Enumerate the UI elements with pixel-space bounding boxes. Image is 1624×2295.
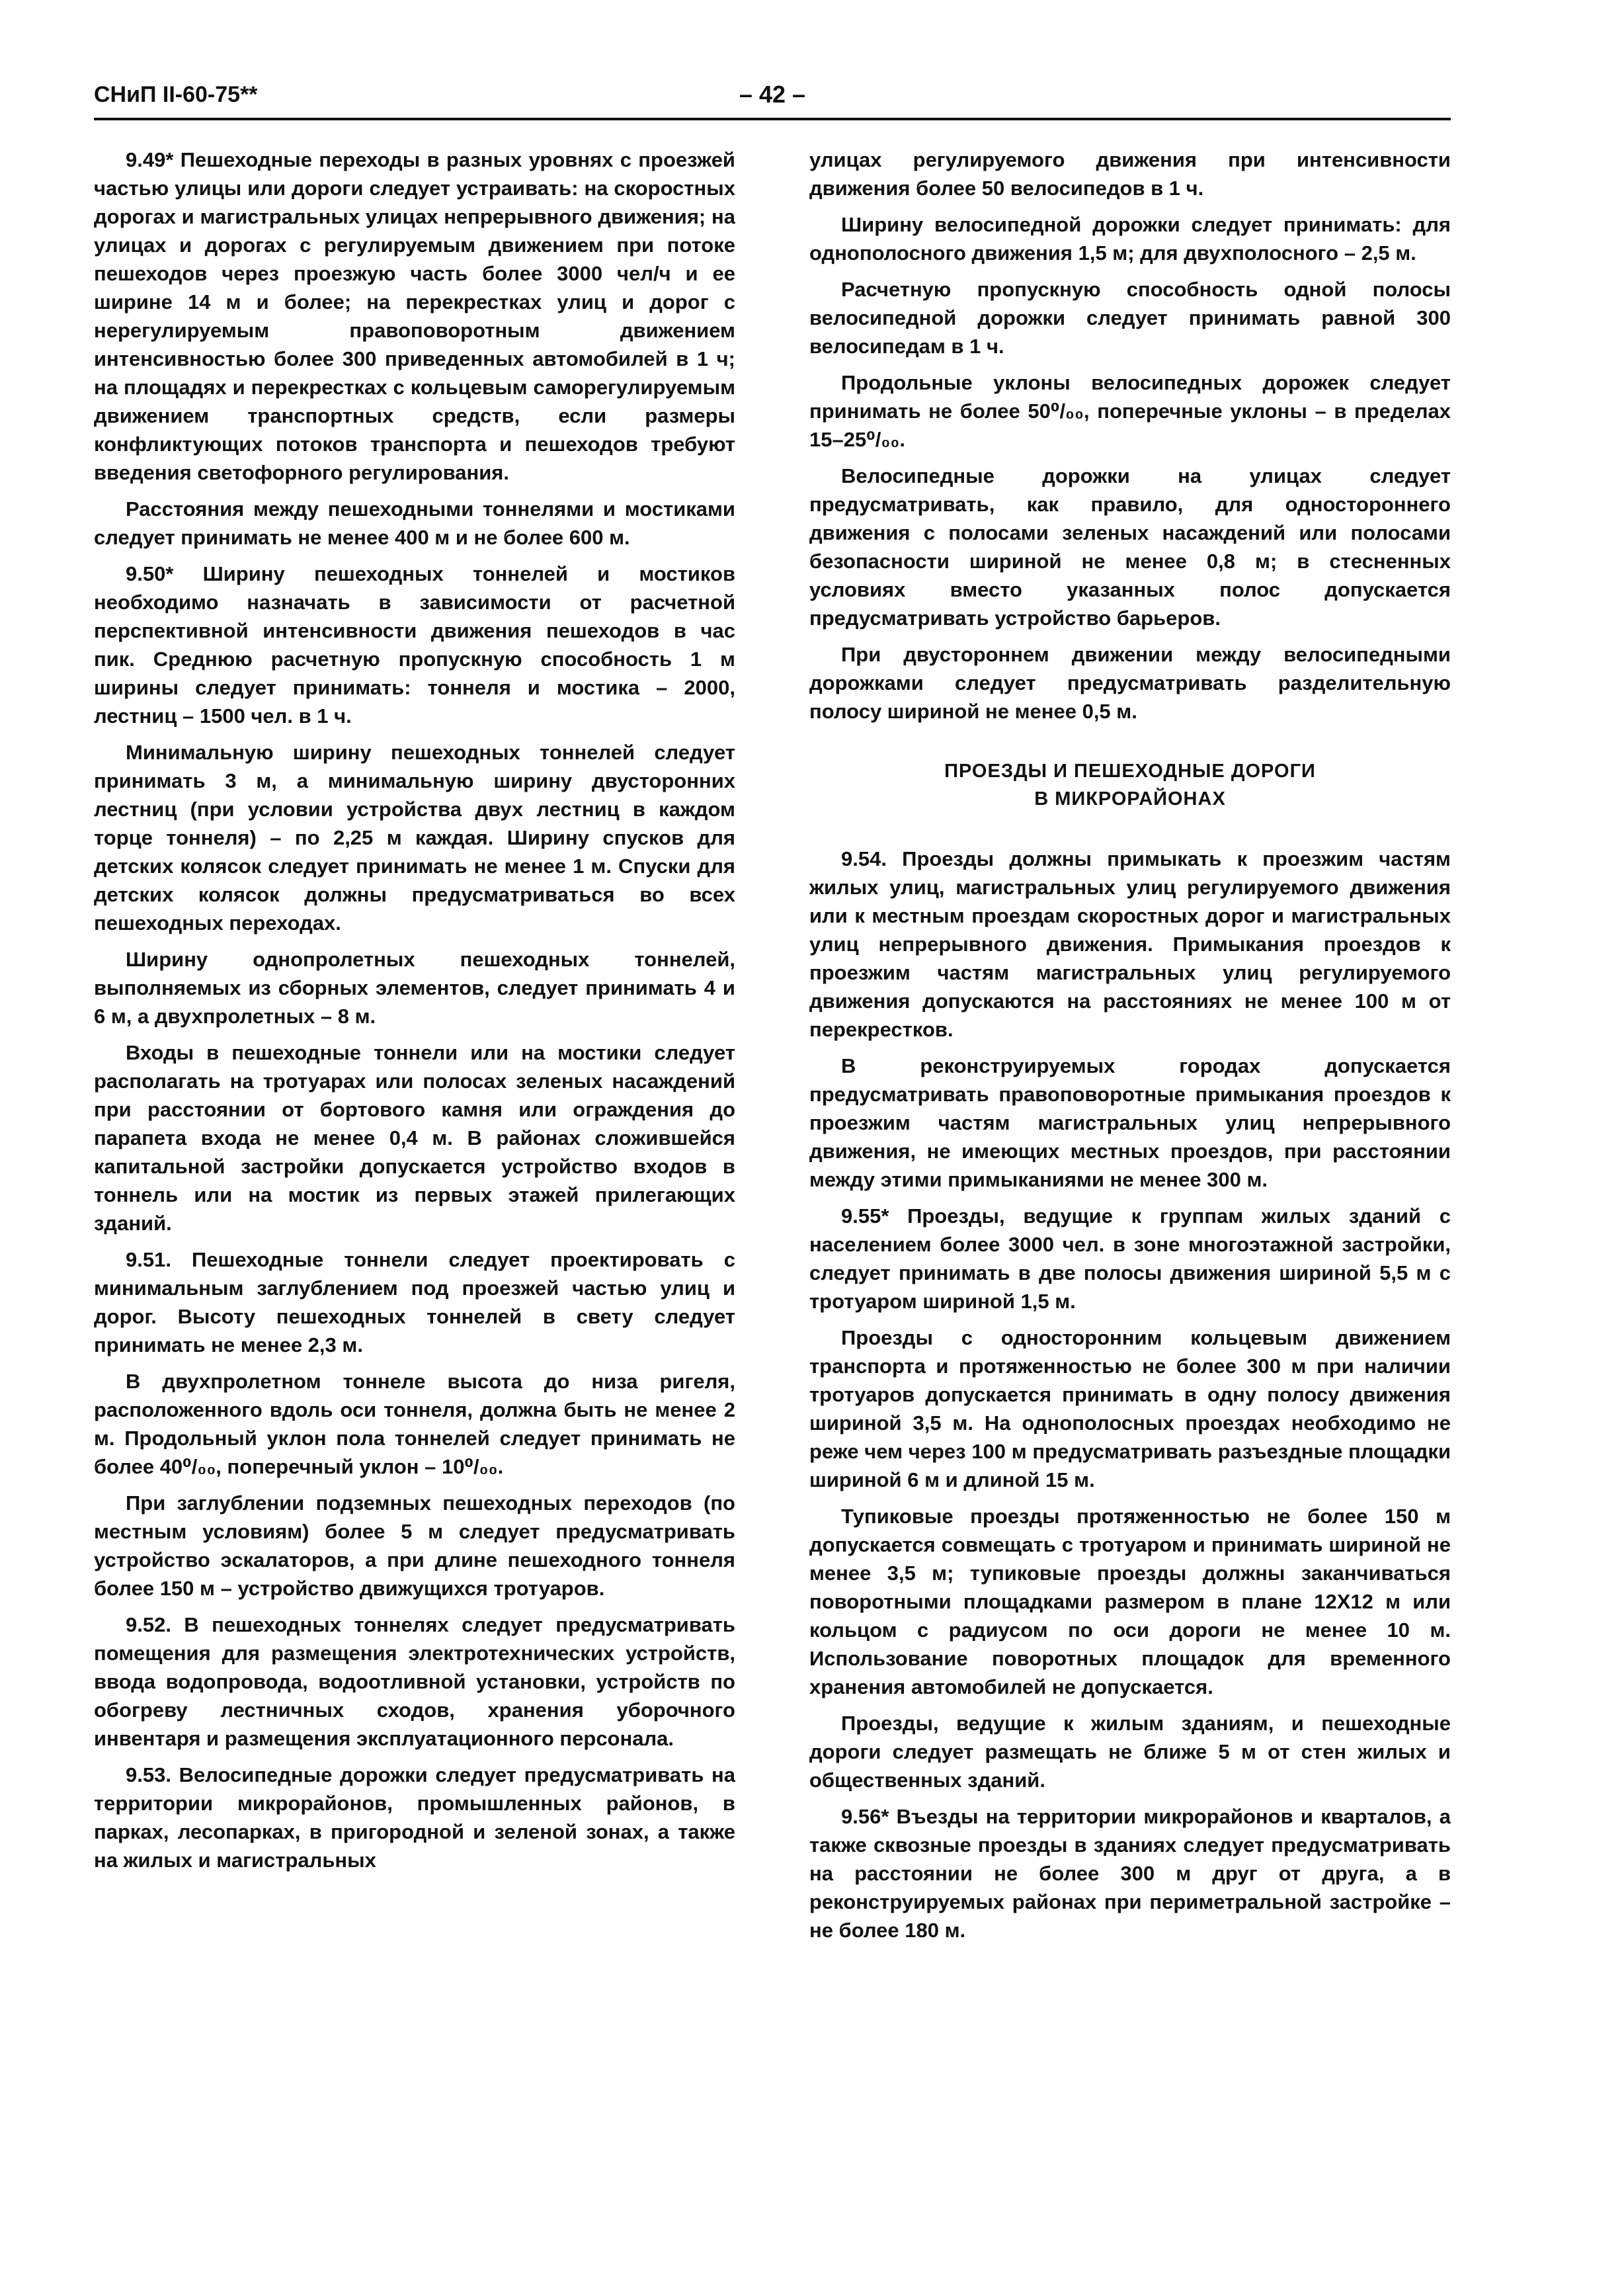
paragraph-9-50: 9.50* Ширину пешеходных тоннелей и мостиков необходимо назначать в зависимости от расчетной перспективной интенсивности движения пешеходов в час пик. Среднюю расчетную пропускную способность 1 м ширины следует принимать: тоннеля и мостика – 2000, лестниц – 1500 чел. в 1 ч.	[94, 562, 735, 728]
paragraph-9-51: 9.51. Пешеходные тоннели следует проектировать с минимальным заглублением под проезжей частью улиц и дорог. Высоту пешеходных тоннелей в свету следует принимать не менее 2,3 м.	[94, 1248, 735, 1356]
paragraph: В двухпролетном тоннеле высота до низа ригеля, расположенного вдоль оси тоннеля, должна быть не менее 2 м. Продольный уклон пола тоннелей следует принимать не более 40⁰/₀₀, поперечный уклон – 10⁰/₀₀.	[94, 1370, 735, 1478]
paragraph: Ширину велосипедной дорожки следует принимать: для однополосного движения 1,5 м; для двухполосного – 2,5 м.	[809, 213, 1451, 265]
paragraph: Проезды, ведущие к жилым зданиям, и пешеходные дороги следует размещать не ближе 5 м от стен жилых и общественных зданий.	[809, 1712, 1451, 1792]
paragraph-9-54: 9.54. Проезды должны примыкать к проезжим частям жилых улиц, магистральных улиц регулируемого движения или к местным проездам скоростных дорог и магистральных улиц непрерывного движения. Примыкания проездов к проезжим частям магистральных улиц регулируемого движения допускаются на расстояниях не менее 100 м от перекрестков.	[809, 847, 1451, 1041]
paragraph: Продольные уклоны велосипедных дорожек следует принимать не более 50⁰/₀₀, поперечные уклоны – в пределах 15–25⁰/₀₀.	[809, 371, 1451, 451]
paragraph-9-52: 9.52. В пешеходных тоннелях следует предусматривать помещения для размещения электротехнических устройств, ввода водопровода, водоотливной установки, устройств по обогреву лестничных сходов, хранения уборочного инвентаря и размещения эксплуатационного персонала.	[94, 1613, 735, 1750]
right-column	[809, 146, 1451, 2249]
paragraph: Расстояния между пешеходными тоннелями и мостиками следует принимать не менее 400 м и не более 600 м.	[94, 497, 735, 549]
section-heading	[809, 757, 1451, 813]
section-heading-line: ПРОЕЗДЫ И ПЕШЕХОДНЫЕ ДОРОГИ	[944, 761, 1316, 782]
paragraph: Расчетную пропускную способность одной полосы велосипедной дорожки следует принимать равной 300 велосипедам в 1 ч.	[809, 278, 1451, 358]
paragraph: Входы в пешеходные тоннели или на мостики следует располагать на тротуарах или полосах зеленых насаждений при расстоянии от бортового камня или ограждения до парапета входа не менее 0,4 м. В районах сложившейся капитальной застройки допускается устройство входов в тоннель или на мостик из первых этажей прилегающих зданий.	[94, 1041, 735, 1235]
paragraph-9-55: 9.55* Проезды, ведущие к группам жилых зданий с населением более 3000 чел. в зоне многоэтажной застройки, следует принимать в две полосы движения шириной 5,5 м с тротуаром шириной 1,5 м.	[809, 1204, 1451, 1313]
paragraph: Велосипедные дорожки на улицах следует предусматривать, как правило, для одностороннего движения с полосами зеленых насаждений или полосами безопасности шириной не менее 0,8 м; в стесненных условиях вместо указанных полос допускается предусматривать устройство барьеров.	[809, 464, 1451, 630]
paragraph: Минимальную ширину пешеходных тоннелей следует принимать 3 м, а минимальную ширину двусторонних лестниц (при условии устройства двух лестниц в каждом торце тоннеля) – по 2,25 м каждая. Ширину спусков для детских колясок следует принимать не менее 1 м. Спуски для детских колясок должны предусматриваться во всех пешеходных переходах.	[94, 741, 735, 935]
page-header	[94, 78, 1451, 120]
document-code: СНиП II-60-75**	[94, 82, 258, 107]
paragraph-9-53: 9.53. Велосипедные дорожки следует предусматривать на территории микрорайонов, промышленных районов, в парках, лесопарках, в пригородной и зеленой зонах, а также на жилых и магистральных	[94, 1763, 735, 1872]
section-heading-line: В МИКРОРАЙОНАХ	[1034, 788, 1226, 810]
paragraph-continuation: улицах регулируемого движения при интенсивности движения более 50 велосипедов в 1 ч.	[809, 148, 1451, 200]
paragraph-9-56: 9.56* Въезды на территории микрорайонов и кварталов, а также сквозные проезды в зданиях следует предусматривать на расстоянии не более 300 м друг от друга, а в реконструируемых районах при периметральной застройке – не более 180 м.	[809, 1805, 1451, 1942]
paragraph: В реконструируемых городах допускается предусматривать правоповоротные примыкания проездов к проезжим частям магистральных улиц непрерывного движения, не имеющих местных проездов, при расстоянии между этими примыканиями не менее 300 м.	[809, 1054, 1451, 1191]
paragraph: Проезды с односторонним кольцевым движением транспорта и протяженностью не более 300 м при наличии тротуаров допускается принимать в одну полосу движения шириной 3,5 м. На однополосных проездах необходимо не реже чем через 100 м предусматривать разъездные площадки шириной 6 м и длиной 15 м.	[809, 1326, 1451, 1491]
text-columns	[94, 146, 1451, 2249]
paragraph: Ширину однопролетных пешеходных тоннелей, выполняемых из сборных элементов, следует принимать 4 и 6 м, а двухпролетных – 8 м.	[94, 948, 735, 1028]
left-column	[94, 146, 735, 2249]
paragraph-9-49: 9.49* Пешеходные переходы в разных уровнях с проезжей частью улицы или дороги следует устраивать: на скоростных дорогах и магистральных улицах непрерывного движения; на улицах и дорогах с регулируемым движением при потоке пешеходов через проезжую часть более 3000 чел/ч и ее ширине 14 м и более; на перекрестках улиц и дорог с нерегулируемым правоповоротным движением интенсивностью более 300 приведенных автомобилей в 1 ч; на площадях и перекрестках с кольцевым саморегулируемым движением транспортных средств, если размеры конфликтующих потоков транспорта и пешеходов требуют введения светофорного регулирования.	[94, 148, 735, 484]
paragraph: При заглублении подземных пешеходных переходов (по местным условиям) более 5 м следует предусматривать устройство эскалаторов, а при длине пешеходного тоннеля более 150 м – устройство движущихся тротуаров.	[94, 1491, 735, 1600]
page-number: – 42 –	[739, 81, 806, 108]
paragraph: Тупиковые проезды протяженностью не более 150 м допускается совмещать с тротуаром и принимать шириной не менее 3,5 м; тупиковые проезды должны заканчиваться поворотными площадками размером в плане 12X12 м или кольцом с радиусом по оси дороги не менее 10 м. Использование поворотных площадок для временного хранения автомобилей не допускается.	[809, 1505, 1451, 1698]
paragraph: При двустороннем движении между велосипедными дорожками следует предусматривать разделительную полосу шириной не менее 0,5 м.	[809, 643, 1451, 723]
